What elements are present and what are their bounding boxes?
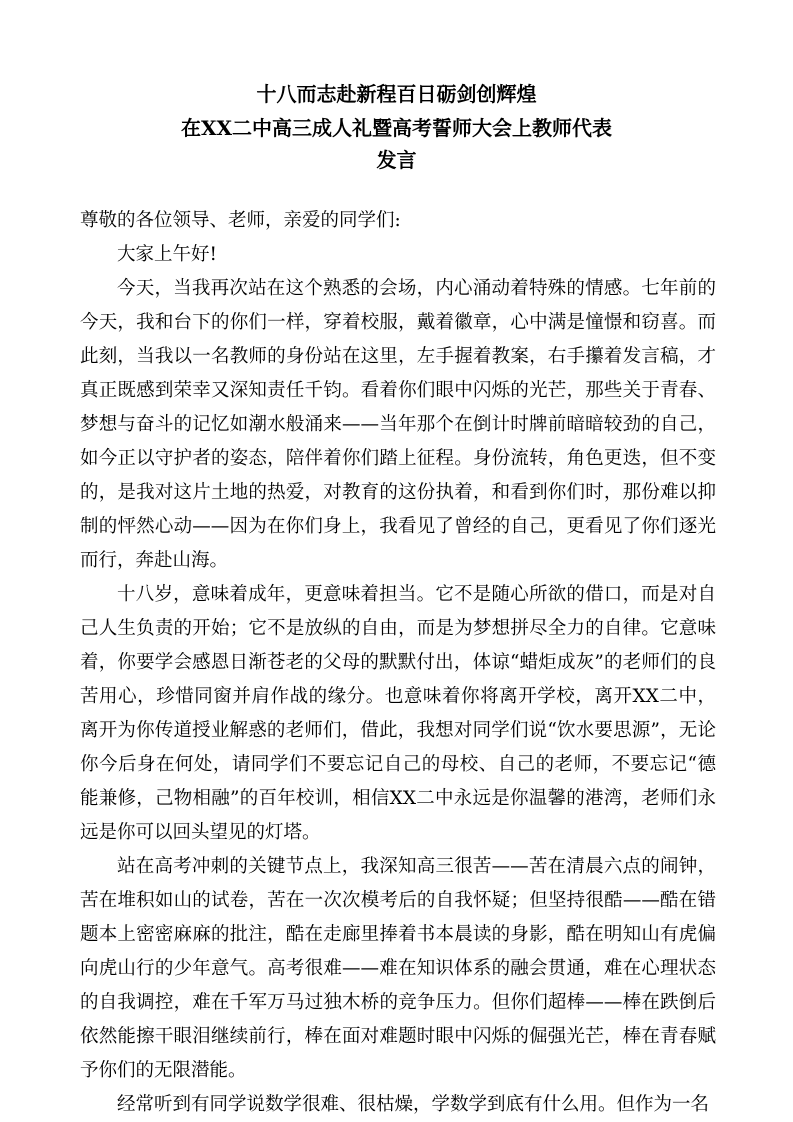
paragraph-4: 经常听到有同学说数学很难、很枯燥，学数学到底有什么用。但作为一名: [117, 1094, 710, 1115]
speech-body: [80, 204, 716, 1122]
salutation: 尊敬的各位领导、老师，亲爱的同学们:: [80, 210, 401, 231]
paragraph-1: 今天，当我再次站在这个熟悉的会场，内心涌动着特殊的情感。七年前的今天，我和台下的你们一样，穿着校服，戴着徽章，心中满是憧憬和窃喜。而此刻，当我以一名教师的身份站在这里，左手握着教案，右手攥着发言稿，才真正既感到荣幸又深知责任千钧。看着你们眼中闪烁的光芒，那些关于青春、梦想与奋斗的记忆如潮水般涌来——当年那个在倒计时牌前暗暗较劲的自己，如今正以守护者的姿态，陪伴着你们踏上征程。身份流转，角色更迭，但不变的，是我对这片土地的热爱，对教育的这份执着，和看到你们时，那份难以抑制的怦然心动——因为在你们身上，我看见了曾经的自己，更看见了你们逐光而行，奔赴山海。: [80, 278, 716, 571]
speech-title: 十八而志赴新程百日砺剑创辉煌: [256, 82, 537, 106]
greeting: 大家上午好!: [117, 244, 217, 265]
speech-subtitle-line2: 发言: [376, 148, 417, 172]
paragraph-3: 站在高考冲刺的关键节点上，我深知高三很苦——苦在清晨六点的闹钟，苦在堆积如山的试卷，苦在一次次模考后的自我怀疑；但坚持很酷——酷在错题本上密密麻麻的批注，酷在走廊里捧着书本晨读的身影，酷在明知山有虎偏向虎山行的少年意气。高考很难——难在知识体系的融会贯通，难在心理状态的自我调控，难在千军万马过独木桥的竞争压力。但你们超棒——棒在跌倒后依然能擦干眼泪继续前行，棒在面对难题时眼中闪烁的倔强光芒，棒在青春赋予你们的无限潜能。: [80, 856, 716, 1081]
speech-subtitle-line1: 在XX二中高三成人礼暨高考誓师大会上教师代表: [180, 116, 613, 140]
paragraph-2: 十八岁，意味着成年，更意味着担当。它不是随心所欲的借口，而是对自己人生负责的开始；它不是放纵的自由，而是为梦想拼尽全力的自律。它意味着，你要学会感恩日渐苍老的父母的默默付出，体谅“蜡炬成灰”的老师们的良苦用心，珍惜同窗并肩作战的缘分。也意味着你将离开学校，离开XX二中，离开为你传道授业解惑的老师们，借此，我想对同学们说“饮水要思源”，无论你今后身在何处，请同学们不要忘记自己的母校、自己的老师，不要忘记“德能兼修，己物相融”的百年校训，相信XX二中永远是你温馨的港湾，老师们永远是你可以回头望见的灯塔。: [80, 584, 716, 843]
